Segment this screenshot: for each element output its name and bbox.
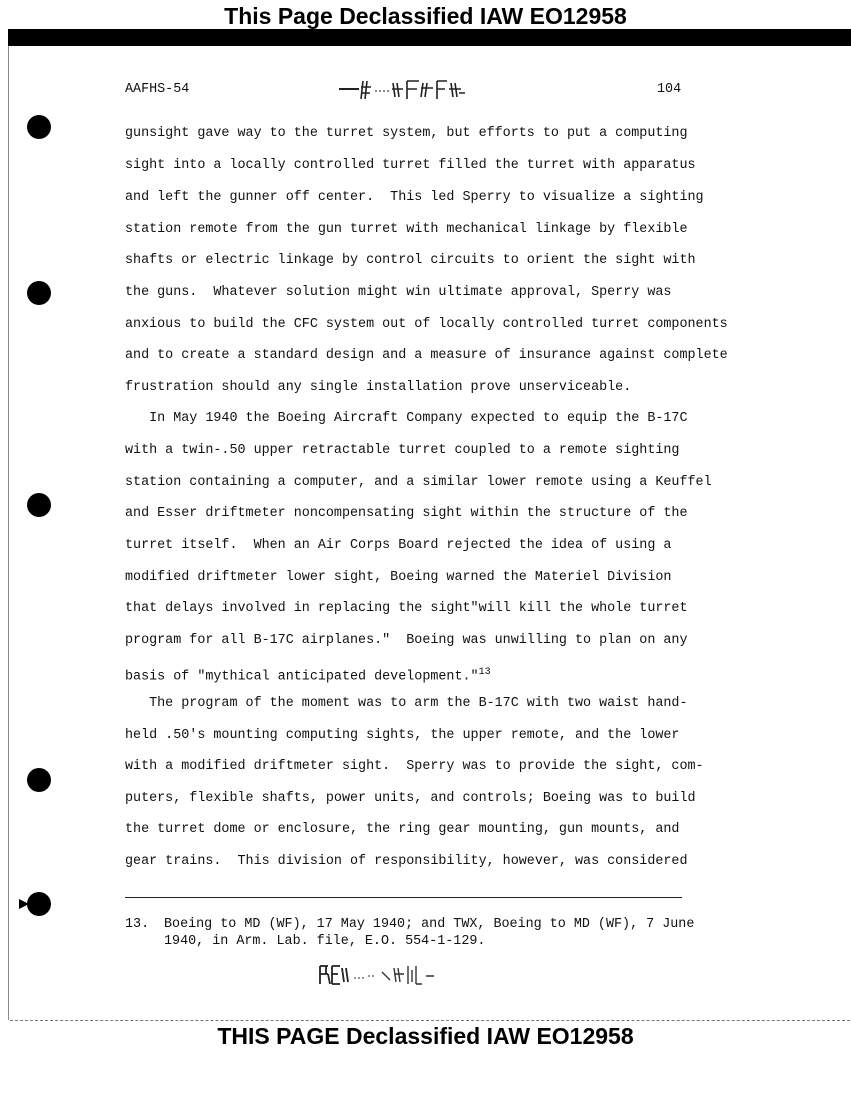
punch-hole — [27, 493, 51, 517]
punch-hole-mark — [19, 899, 29, 909]
body-line: In May 1940 the Boeing Aircraft Company expected to equip the B-17C — [125, 411, 688, 426]
body-line: station containing a computer, and a similar lower remote using a Keuffel — [125, 475, 712, 490]
page-number: 104 — [657, 82, 682, 97]
body-line: gear trains. This division of responsibility, however, was considered — [125, 854, 688, 869]
declassification-banner-top: This Page Declassified IAW EO12958 — [224, 3, 627, 29]
footnote-reference: 13 — [478, 667, 491, 678]
page-left-edge — [8, 46, 9, 1020]
footnote-divider — [125, 897, 682, 898]
page-bottom-edge — [10, 1020, 850, 1021]
body-line: program for all B-17C airplanes." Boeing was unwilling to plan on any — [125, 633, 688, 648]
body-line: with a modified driftmeter sight. Sperry was to provide the sight, com- — [125, 759, 704, 774]
body-line: and to create a standard design and a measure of insurance against complete — [125, 348, 728, 363]
body-line: the guns. Whatever solution might win ultimate approval, Sperry was — [125, 285, 672, 300]
body-line: gunsight gave way to the turret system, but efforts to put a computing — [125, 126, 688, 141]
top-scan-bar — [8, 29, 851, 46]
body-line: station remote from the gun turret with mechanical linkage by flexible — [125, 222, 688, 237]
footnote-line-2: 1940, in Arm. Lab. file, E.O. 554-1-129. — [164, 934, 486, 949]
body-line: frustration should any single installation prove unserviceable. — [125, 380, 632, 395]
body-line: and left the gunner off center. This led Sperry to visualize a sighting — [125, 190, 704, 205]
body-line: turret itself. When an Air Corps Board rejected the idea of using a — [125, 538, 672, 553]
body-line: basis of "mythical anticipated development."$^{13}$ — [125, 667, 491, 685]
body-line: puters, flexible shafts, power units, and controls; Boeing was to build — [125, 791, 696, 806]
footnote-line-1: Boeing to MD (WF), 17 May 1940; and TWX, Boeing to MD (WF), 7 June — [164, 917, 695, 932]
body-line: shafts or electric linkage by control circuits to orient the sight with — [125, 253, 696, 268]
punch-hole — [27, 281, 51, 305]
body-line: The program of the moment was to arm the B-17C with two waist hand- — [125, 696, 688, 711]
body-line: anxious to build the CFC system out of locally controlled turret components — [125, 317, 728, 332]
body-line: with a twin-.50 upper retractable turret coupled to a remote sighting — [125, 443, 680, 458]
footnote-number: 13. — [125, 917, 150, 932]
body-line: and Esser driftmeter noncompensating sight within the structure of the — [125, 506, 688, 521]
punch-hole — [27, 115, 51, 139]
declassification-banner-bottom: THIS PAGE Declassified IAW EO12958 — [217, 1023, 634, 1049]
body-line: that delays involved in replacing the sight"will kill the whole turret — [125, 601, 688, 616]
document-id: AAFHS-54 — [125, 82, 190, 97]
punch-hole — [27, 768, 51, 792]
body-line: the turret dome or enclosure, the ring gear mounting, gun mounts, and — [125, 822, 680, 837]
body-line: held .50's mounting computing sights, the upper remote, and the lower — [125, 728, 680, 743]
body-line: modified driftmeter lower sight, Boeing warned the Materiel Division — [125, 570, 672, 585]
classification-stamp-bottom — [318, 962, 448, 988]
body-line: sight into a locally controlled turret filled the turret with apparatus — [125, 158, 696, 173]
punch-hole — [27, 892, 51, 916]
classification-stamp — [337, 77, 467, 103]
